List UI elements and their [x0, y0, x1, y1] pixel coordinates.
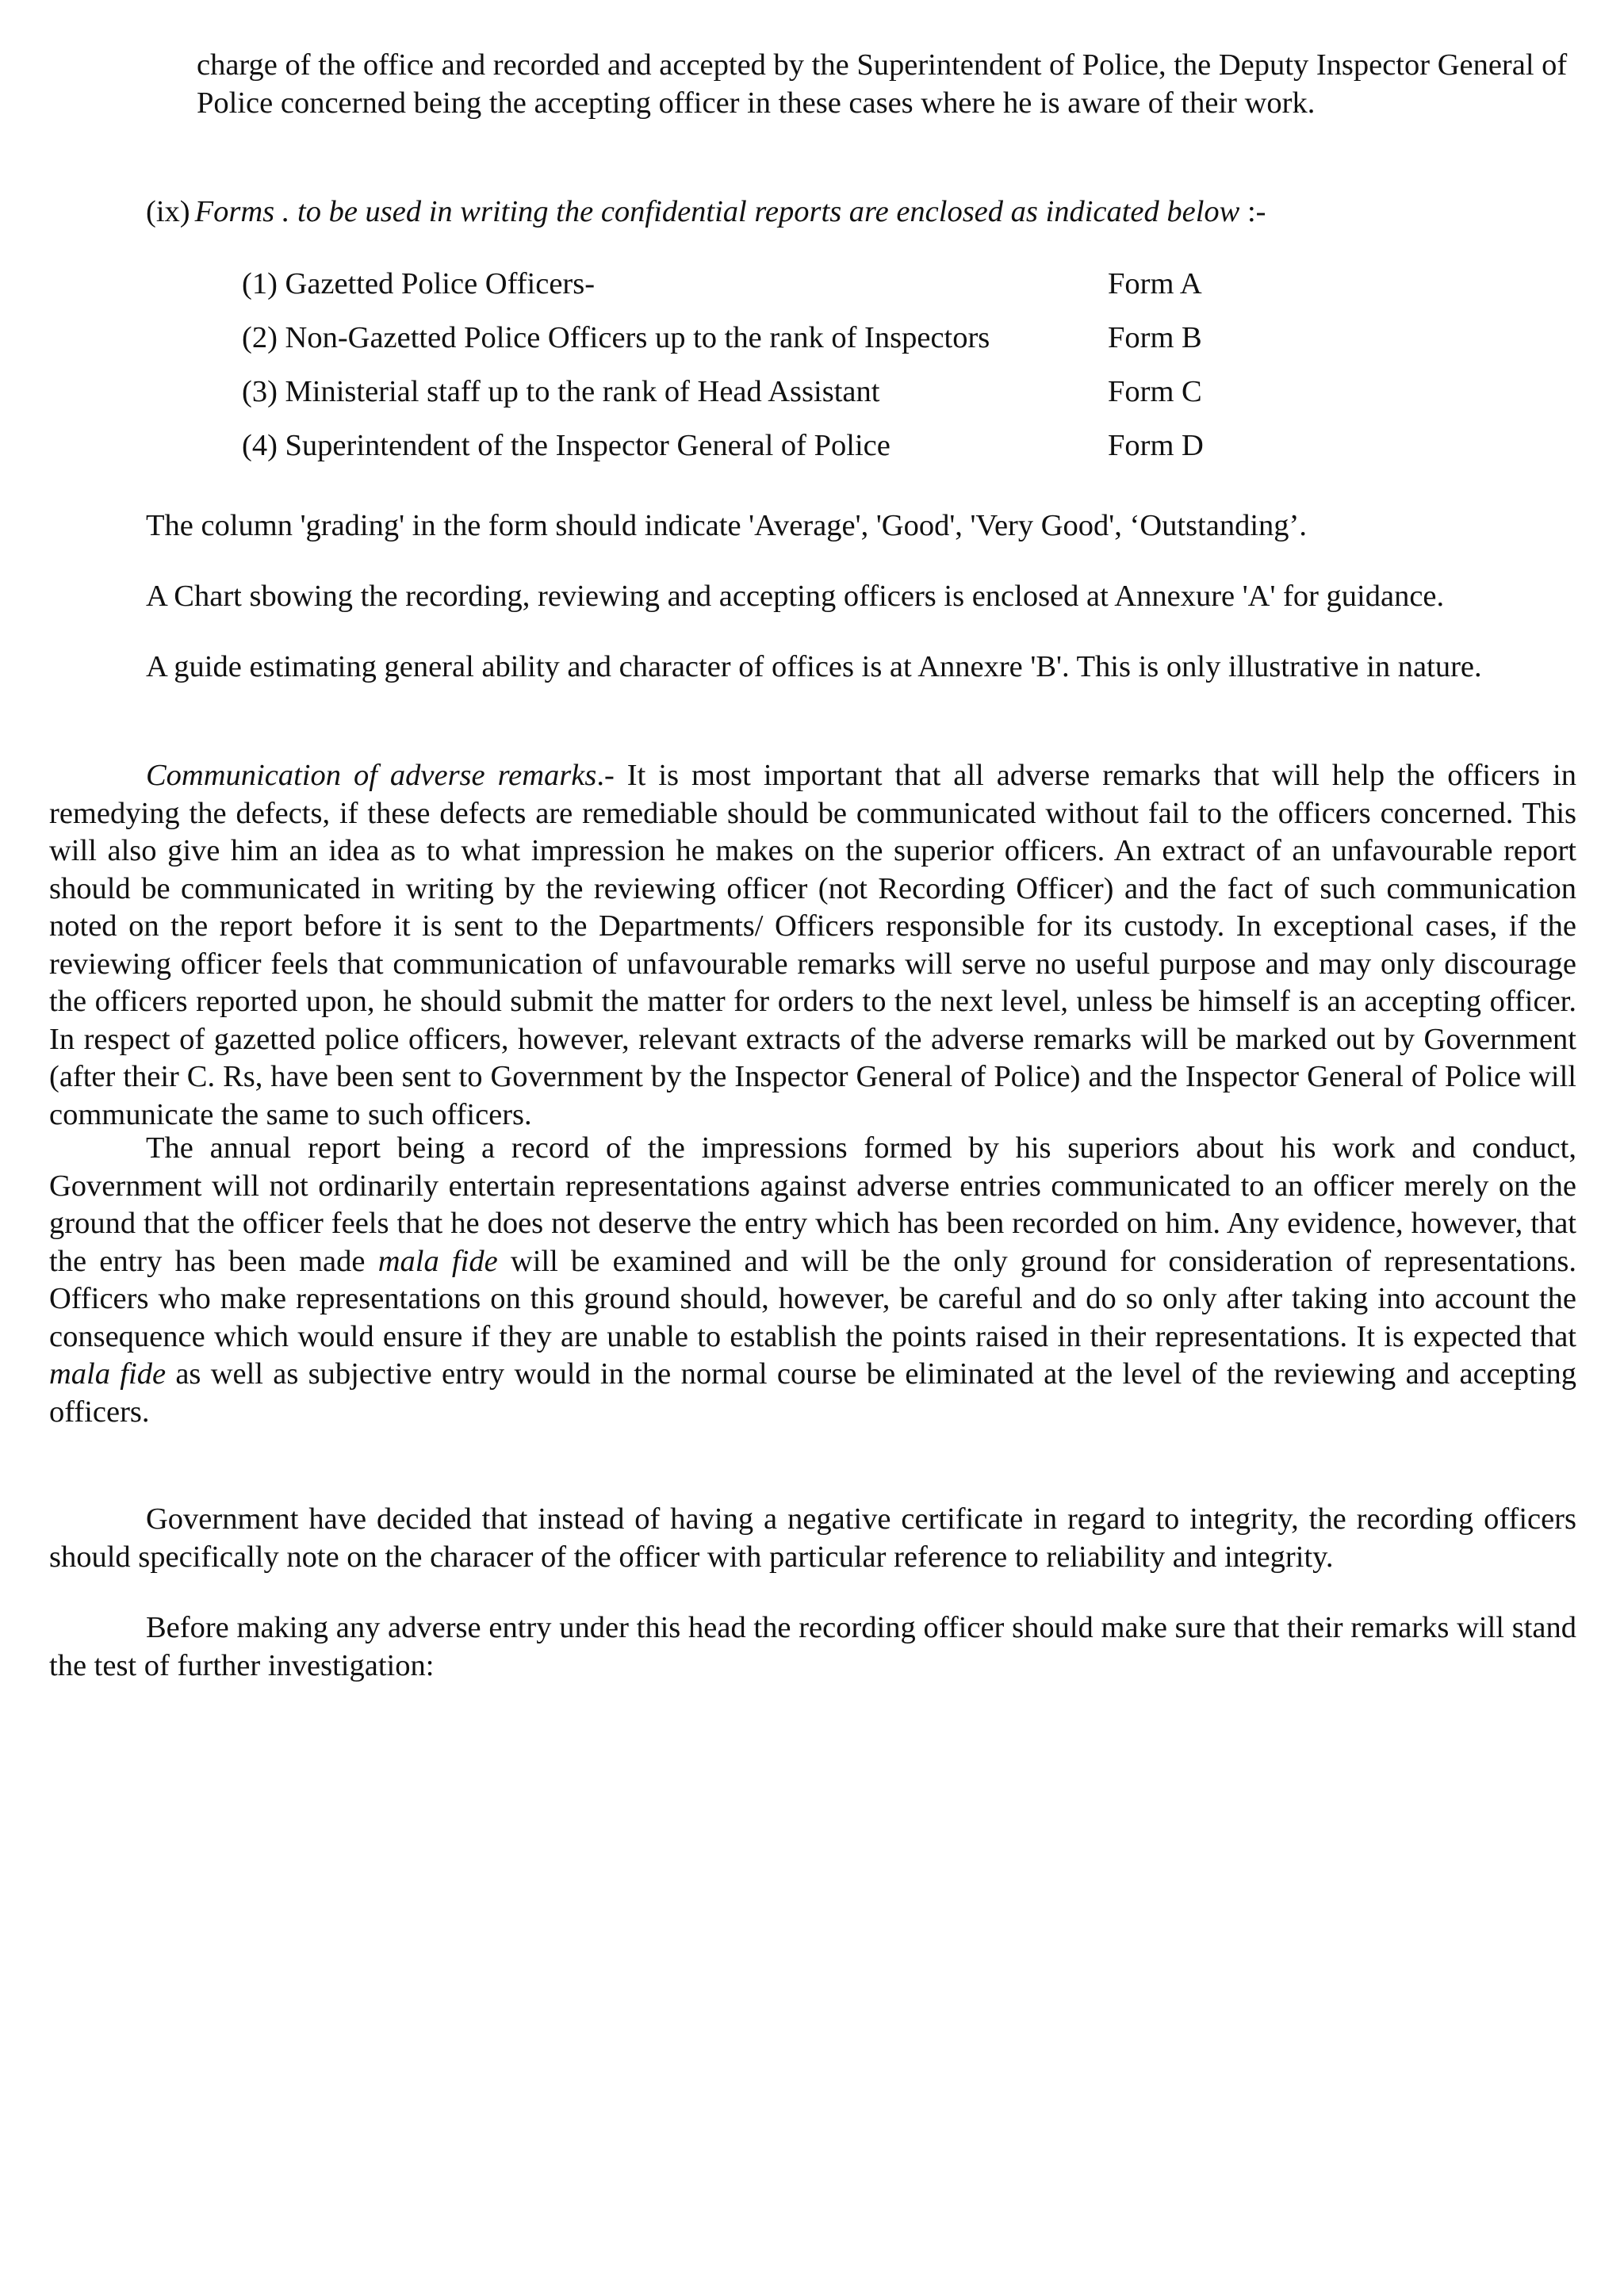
- form-item-form: Form B: [1108, 321, 1202, 354]
- form-item-label: (3) Ministerial staff up to the rank of Head Assistant: [242, 375, 880, 408]
- form-item-label: (4) Superintendent of the Inspector General of Police: [242, 429, 891, 462]
- adverse-entry-paragraph: Before making any adverse entry under this head the recording officer should make sure that their remarks will stand the test of further investigation:: [49, 1611, 1576, 1682]
- annual-text-part: will be examined and will be the only ground for consideration of representations. Officers who make representations on this ground should, however, be careful and do so only after taking into account the consequence which would ensure if they are unable to establish the points raised in their representations. It is expected that: [49, 1244, 1576, 1353]
- annual-text-part: as well as subjective entry would in the normal course be eliminated at the level of the reviewing and accepting officers.: [49, 1357, 1576, 1429]
- section-ix-suffix: :-: [1239, 195, 1266, 228]
- continuation-paragraph: charge of the office and recorded and accepted by the Superintendent of Police, the Deputy Inspector General of Police concerned being the accepting officer in these cases where he is aware of their work.: [197, 48, 1568, 120]
- communication-paragraph: [49, 757, 1576, 1134]
- communication-body: .- It is most important that all adverse remarks that will help the officers in remedying the defects, if these defects are remediable should be communicated without fail to the officers concerned. This will also give him an idea as to what impression he makes on the superior officers. An extract of an unfavourable report should be communicated in writing by the reviewing officer (not Recording Officer) and the fact of such communication noted on the report before it is sent to the Departments/ Officers responsible for its custody. In exceptional cases, if the reviewing officer feels that communication of unfavourable remarks will serve no useful purpose and may only discourage the officers reported upon, he should submit the matter for orders to the next level, unless be himself is an accepting officer. In respect of gazetted police officers, however, relevant extracts of the adverse remarks will be marked out by Government (after their C. Rs, have been sent to Government by the Inspector General of Police) and the Inspector General of Police will communicate the same to such officers.: [49, 759, 1576, 1131]
- annual-text-part: The annual report being a record of the impressions formed by his superiors about his work and conduct, Government will not ordinarily entertain representations against adverse entries communicated to an officer merely on the ground that the officer feels that he does not deserve the entry which has been recorded on him. Any evidence, however, that the entry has been made: [49, 1131, 1576, 1278]
- form-item-form: Form C: [1108, 375, 1202, 408]
- guide-paragraph: A guide estimating general ability and character of offices is at Annexre 'B'. This is only illustrative in nature.: [146, 650, 1482, 683]
- chart-paragraph: A Chart sbowing the recording, reviewing and accepting officers is enclosed at Annexure 'A' for guidance.: [146, 580, 1445, 613]
- form-item-form: Form D: [1108, 429, 1204, 462]
- annual-report-paragraph: [49, 1130, 1576, 1431]
- annual-italic-term: mala fide: [49, 1357, 167, 1391]
- form-item-label: (2) Non-Gazetted Police Officers up to the rank of Inspectors: [242, 321, 990, 354]
- integrity-paragraph: Government have decided that instead of having a negative certificate in regard to integrity, the recording officers should specifically note on the characer of the officer with particular reference to reliability and integrity.: [49, 1502, 1576, 1574]
- form-item-form: Form A: [1108, 267, 1202, 300]
- section-ix-heading: [146, 193, 1266, 232]
- annual-italic-term: mala fide: [377, 1244, 498, 1278]
- form-item-label: (1) Gazetted Police Officers-: [242, 267, 596, 300]
- section-number: (ix): [146, 195, 190, 228]
- communication-heading: Communication of adverse remarks: [146, 759, 597, 792]
- section-ix-italic-text: Forms . to be used in writing the confidential reports are enclosed as indicated below: [194, 195, 1240, 228]
- grading-paragraph: The column 'grading' in the form should indicate 'Average', 'Good', 'Very Good', ‘Outstanding’.: [146, 509, 1307, 542]
